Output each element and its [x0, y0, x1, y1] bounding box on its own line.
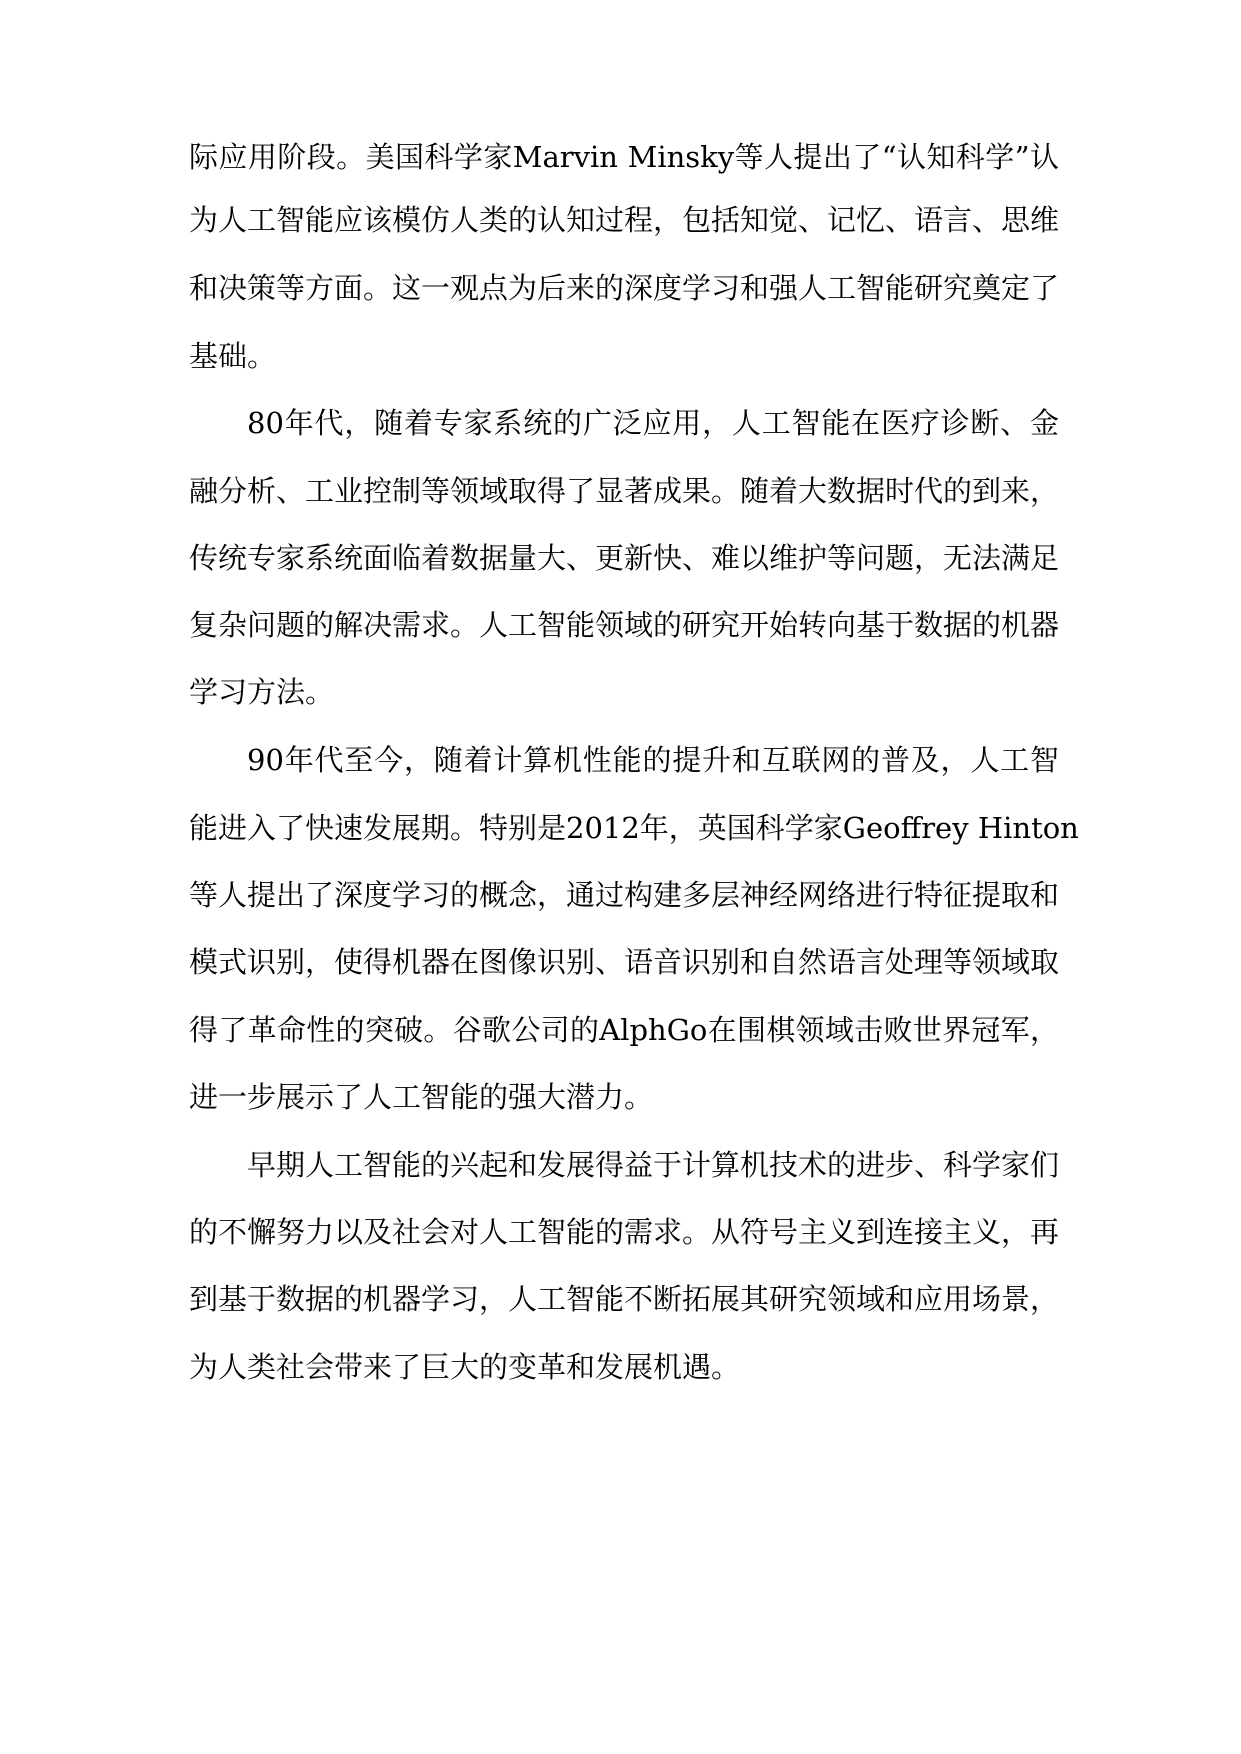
text-line: 等人提出了深度学习的概念，通过构建多层神经网络进行特征提取和 — [189, 878, 1060, 912]
text-line: 早期人工智能的兴起和发展得益于计算机技术的进步、科学家们 — [247, 1148, 1060, 1182]
text-line: 为人类社会带来了巨大的变革和发展机遇。 — [189, 1350, 741, 1384]
text-line: 的不懈努力以及社会对人工智能的需求。从符号主义到连接主义，再 — [189, 1215, 1060, 1249]
text-line: 传统专家系统面临着数据量大、更新快、难以维护等问题，无法满足 — [189, 541, 1060, 575]
text-line: 得了革命性的突破。谷歌公司的AlphGo在围棋领域击败世界冠军， — [189, 1013, 1059, 1047]
text-line: 能进入了快速发展期。特别是2012年，英国科学家Geoffrey Hinton — [189, 811, 1079, 845]
text-line: 融分析、工业控制等领域取得了显著成果。随着大数据时代的到来， — [189, 474, 1060, 508]
text-line: 模式识别，使得机器在图像识别、语音识别和自然语言处理等领域取 — [189, 945, 1060, 979]
text-line: 90年代至今，随着计算机性能的提升和互联网的普及，人工智 — [247, 743, 1059, 777]
text-line: 80年代，随着专家系统的广泛应用，人工智能在医疗诊断、金 — [247, 406, 1059, 440]
text-line: 复杂问题的解决需求。人工智能领域的研究开始转向基于数据的机器 — [189, 608, 1060, 642]
text-line: 基础。 — [189, 339, 277, 373]
text-line: 和决策等方面。这一观点为后来的深度学习和强人工智能研究奠定了 — [189, 271, 1060, 305]
text-line: 学习方法。 — [189, 675, 335, 709]
text-line: 进一步展示了人工智能的强大潜力。 — [189, 1080, 654, 1114]
text-line: 际应用阶段。美国科学家Marvin Minsky等人提出了“认知科学”认 — [189, 140, 1059, 174]
text-line: 为人工智能应该模仿人类的认知过程，包括知觉、记忆、语言、思维 — [189, 203, 1060, 237]
text-line: 到基于数据的机器学习，人工智能不断拓展其研究领域和应用场景， — [189, 1282, 1060, 1316]
